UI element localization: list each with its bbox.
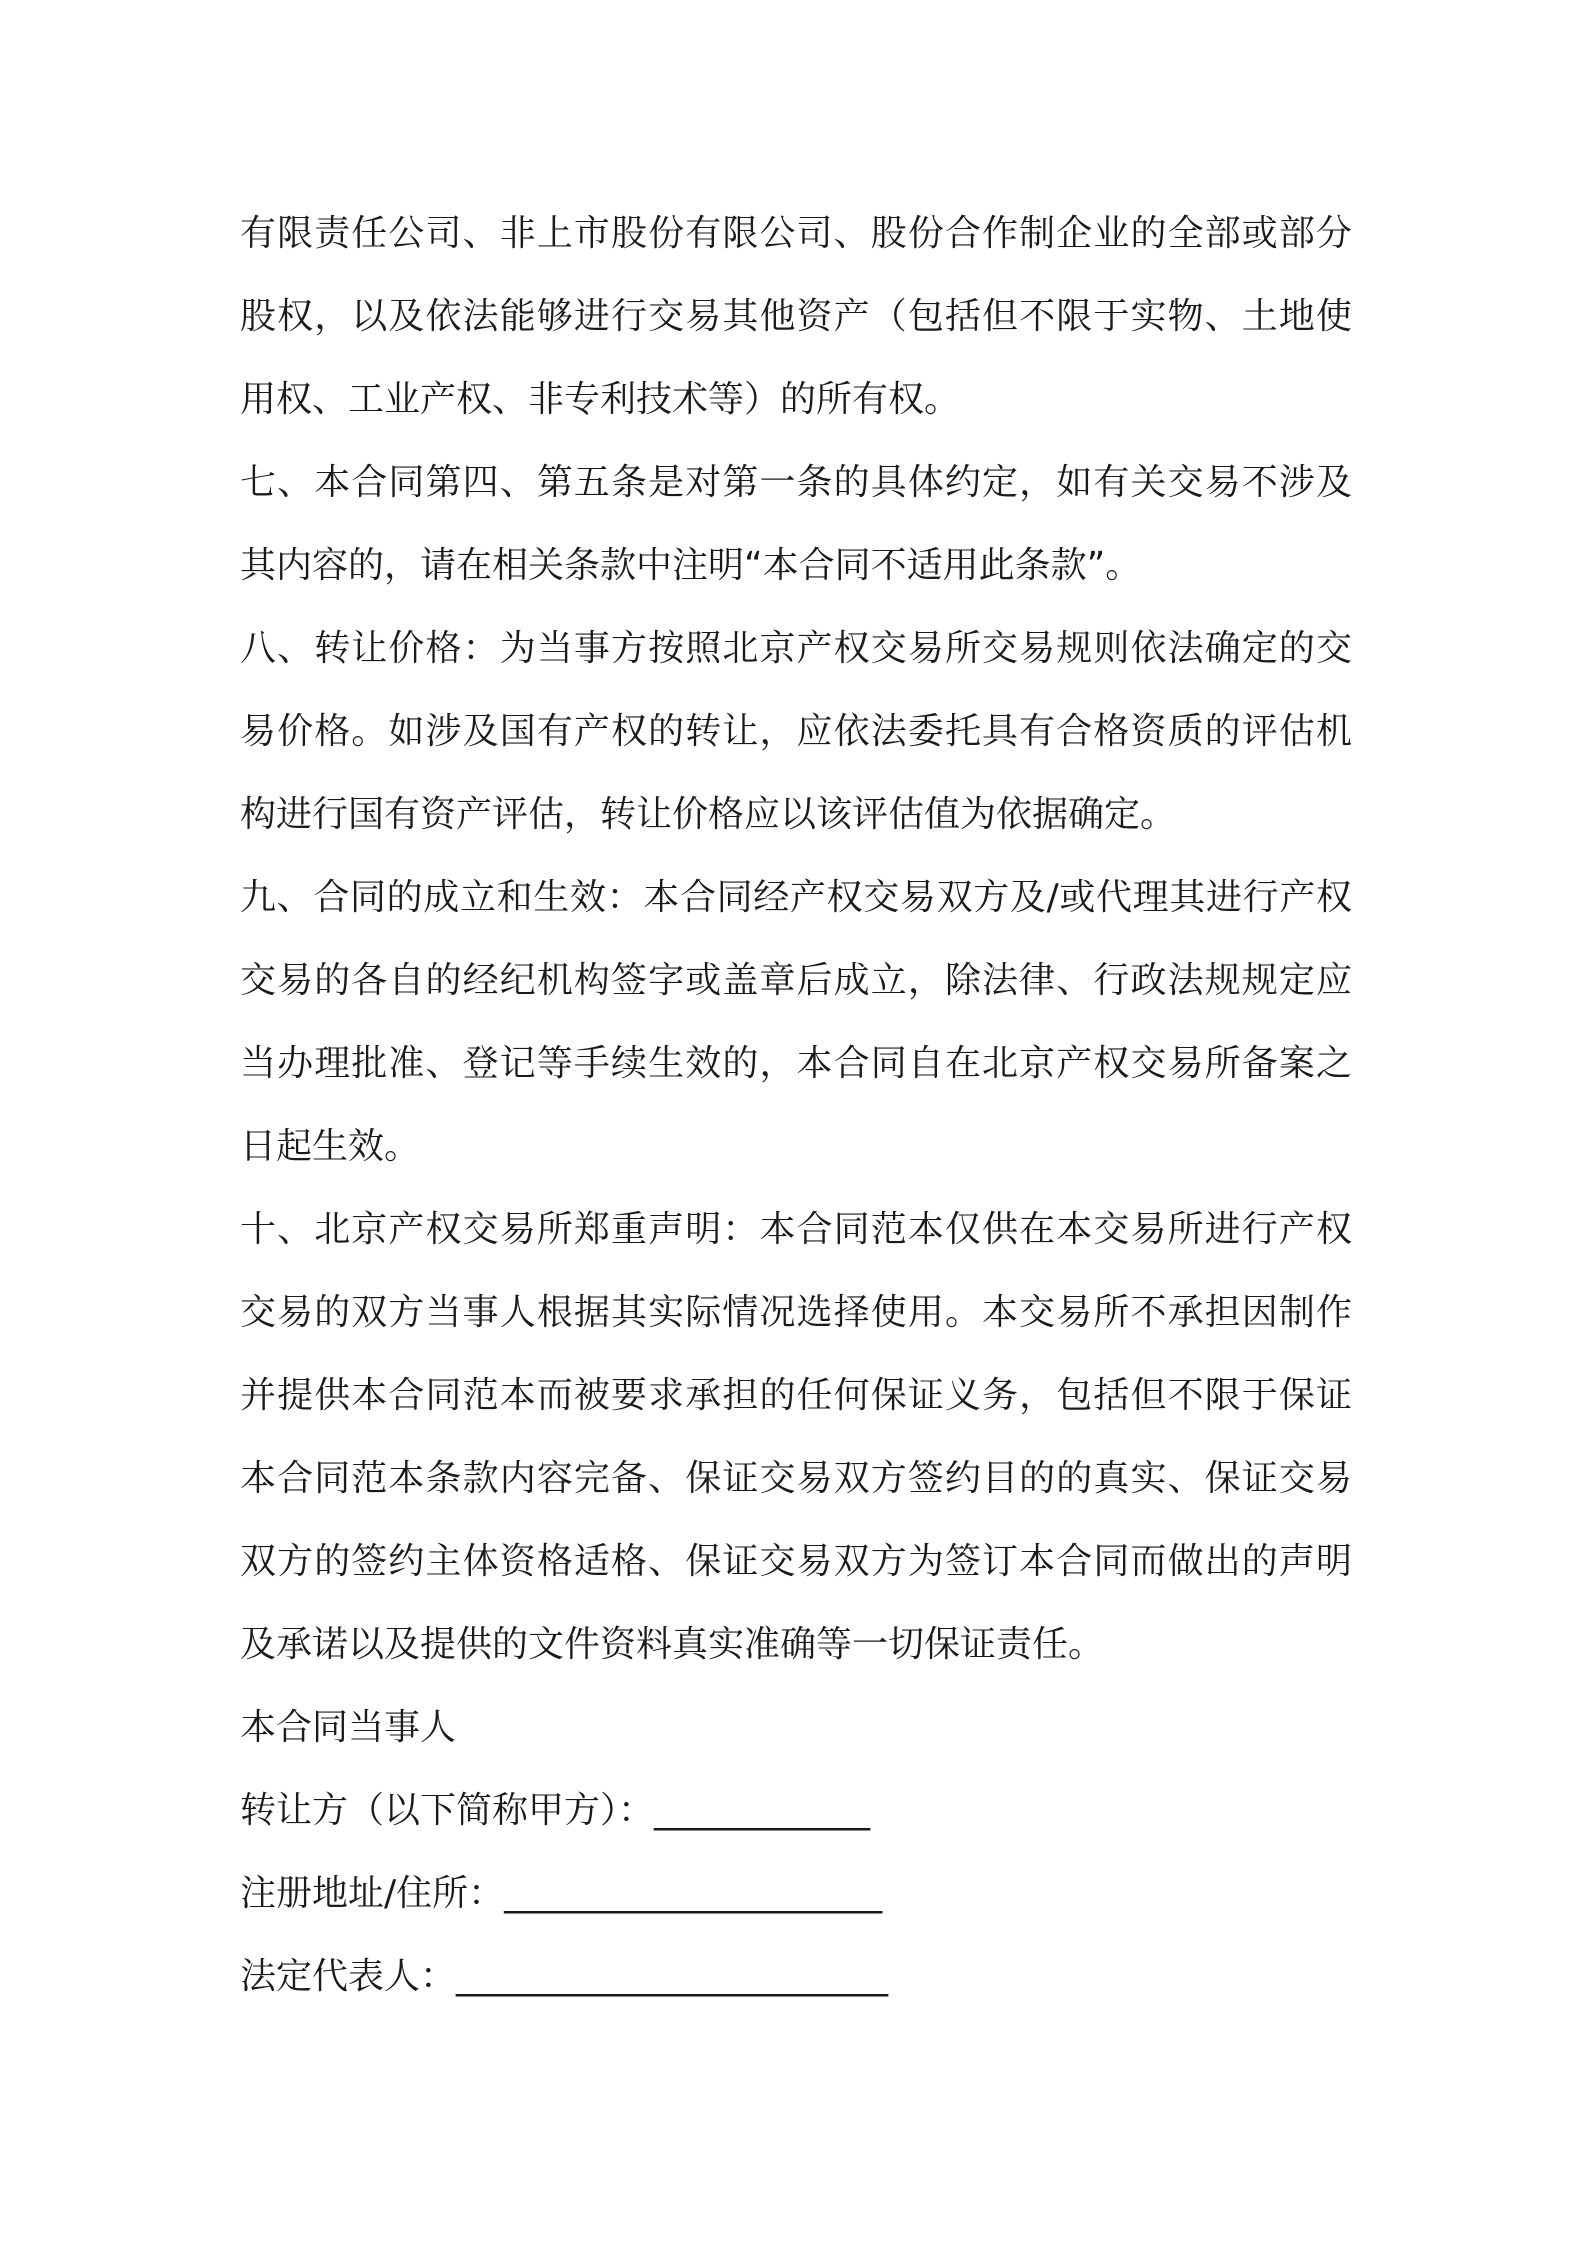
paragraph-clause-10: 十、北京产权交易所郑重声明：本合同范本仅供在本交易所进行产权交易的双方当事人根据其实际情况选择使用。本交易所不承担因制作并提供本合同范本而被要求承担的任何保证义务，包括但不限于保证本合同范本条款内容完备、保证交易双方签约目的的真实、保证交易双方的签约主体资格适格、保证交易双方为签订本合同而做出的声明及承诺以及提供的文件资料真实准确等一切保证责任。 <box>240 1209 1352 1665</box>
field-legal-rep-label: 法定代表人： <box>240 1956 457 1997</box>
field-address-label: 注册地址/住所： <box>240 1873 505 1914</box>
paragraph-clause-8: 八、转让价格：为当事方按照北京产权交易所交易规则依法确定的交易价格。如涉及国有产权的转让，应依法委托具有合格资质的评估机构进行国有资产评估，转让价格应以该评估值为依据确定。 <box>240 628 1352 835</box>
paragraph-clause-7: 七、本合同第四、第五条是对第一条的具体约定，如有关交易不涉及其内容的，请在相关条款中注明“本合同不适用此条款”。 <box>240 462 1352 586</box>
field-transferor <box>240 1769 1352 1852</box>
paragraph-asset-scope: 有限责任公司、非上市股份有限公司、股份合作制企业的全部或部分股权，以及依法能够进行交易其他资产（包括但不限于实物、土地使用权、工业产权、非专利技术等）的所有权。 <box>240 213 1352 420</box>
field-transferor-label: 转让方（以下简称甲方）： <box>240 1790 655 1831</box>
field-address <box>240 1852 1352 1935</box>
field-address-blank[interactable]: _____________________ <box>504 1873 883 1914</box>
document-body <box>240 192 1352 2018</box>
paragraph-clause-9: 九、合同的成立和生效：本合同经产权交易双方及/或代理其进行产权交易的各自的经纪机构签字或盖章后成立，除法律、行政法规规定应当办理批准、登记等手续生效的，本合同自在北京产权交易所备案之日起生效。 <box>240 877 1352 1167</box>
field-legal-rep <box>240 1935 1352 2018</box>
field-transferor-blank[interactable]: ____________ <box>654 1790 871 1831</box>
parties-heading: 本合同当事人 <box>240 1707 457 1748</box>
field-legal-rep-blank[interactable]: ________________________ <box>456 1956 889 1997</box>
